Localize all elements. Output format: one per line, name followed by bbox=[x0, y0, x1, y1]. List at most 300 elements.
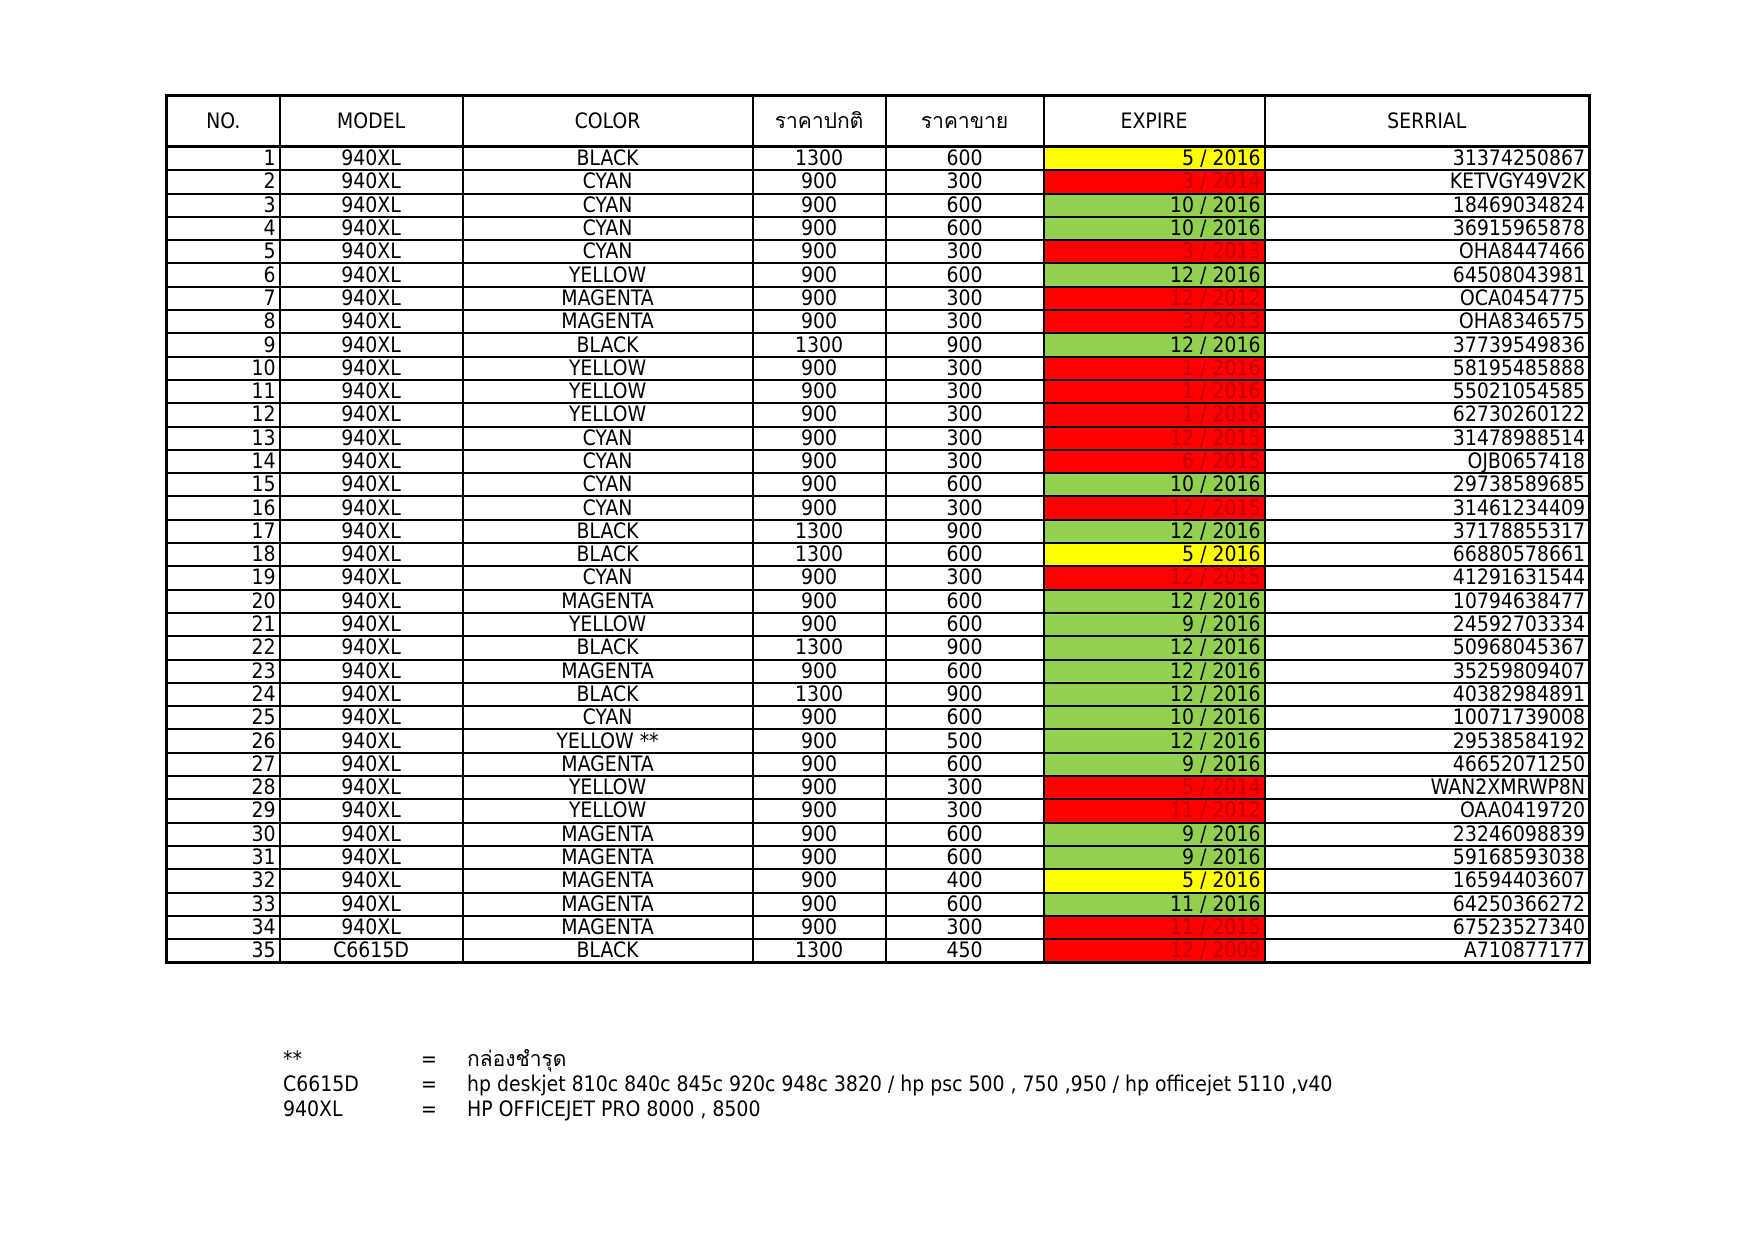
cell-color: BLACK bbox=[463, 333, 753, 356]
cell-no: 11 bbox=[167, 380, 280, 403]
table-row bbox=[167, 660, 1590, 683]
cell-color: CYAN bbox=[463, 473, 753, 496]
cell-model: 940XL bbox=[280, 333, 463, 356]
cell-model: 940XL bbox=[280, 869, 463, 892]
table-row bbox=[167, 729, 1590, 752]
cell-no: 21 bbox=[167, 613, 280, 636]
cell-no: 24 bbox=[167, 683, 280, 706]
cell-color: BLACK bbox=[463, 147, 753, 171]
cell-sale-price: 600 bbox=[886, 147, 1044, 171]
cell-no: 22 bbox=[167, 636, 280, 659]
cell-expire: 10 / 2016 bbox=[1044, 194, 1265, 217]
cell-no: 8 bbox=[167, 310, 280, 333]
note-value: HP OFFICEJET PRO 8000 , 8500 bbox=[467, 1097, 761, 1121]
cell-serial: 18469034824 bbox=[1265, 194, 1590, 217]
note-eq: = bbox=[421, 1072, 437, 1096]
note-key: C6615D bbox=[283, 1072, 359, 1096]
table-row bbox=[167, 240, 1590, 263]
cell-model: 940XL bbox=[280, 263, 463, 286]
ink-cartridge-table bbox=[165, 94, 1591, 964]
cell-color: MAGENTA bbox=[463, 869, 753, 892]
cell-expire: 5 / 2014 bbox=[1044, 776, 1265, 799]
cell-no: 7 bbox=[167, 287, 280, 310]
table-row bbox=[167, 590, 1590, 613]
cell-serial: 24592703334 bbox=[1265, 613, 1590, 636]
cell-no: 18 bbox=[167, 543, 280, 566]
cell-color: YELLOW bbox=[463, 357, 753, 380]
header-no: NO. bbox=[167, 96, 280, 147]
cell-no: 10 bbox=[167, 357, 280, 380]
cell-serial: 58195485888 bbox=[1265, 357, 1590, 380]
cell-model: 940XL bbox=[280, 893, 463, 916]
cell-expire: 3 / 2013 bbox=[1044, 240, 1265, 263]
cell-model: 940XL bbox=[280, 543, 463, 566]
cell-regular-price: 900 bbox=[753, 240, 886, 263]
note-eq: = bbox=[421, 1097, 437, 1121]
cell-sale-price: 450 bbox=[886, 939, 1044, 963]
table-row bbox=[167, 450, 1590, 473]
cell-regular-price: 900 bbox=[753, 170, 886, 193]
cell-sale-price: 600 bbox=[886, 263, 1044, 286]
table-row bbox=[167, 473, 1590, 496]
cell-model: 940XL bbox=[280, 753, 463, 776]
cell-expire: 12 / 2016 bbox=[1044, 636, 1265, 659]
cell-color: YELLOW bbox=[463, 403, 753, 426]
cell-model: 940XL bbox=[280, 403, 463, 426]
cell-no: 19 bbox=[167, 566, 280, 589]
legend-notes bbox=[283, 1047, 1332, 1122]
cell-regular-price: 1300 bbox=[753, 147, 886, 171]
cell-color: MAGENTA bbox=[463, 893, 753, 916]
table-row bbox=[167, 753, 1590, 776]
cell-model: 940XL bbox=[280, 613, 463, 636]
cell-color: BLACK bbox=[463, 520, 753, 543]
cell-serial: OCA0454775 bbox=[1265, 287, 1590, 310]
cell-sale-price: 300 bbox=[886, 403, 1044, 426]
table-row bbox=[167, 823, 1590, 846]
note-row bbox=[283, 1072, 1332, 1097]
cell-serial: 29538584192 bbox=[1265, 729, 1590, 752]
table-body bbox=[167, 147, 1590, 963]
cell-model: 940XL bbox=[280, 729, 463, 752]
cell-regular-price: 900 bbox=[753, 287, 886, 310]
table-row bbox=[167, 869, 1590, 892]
cell-expire: 9 / 2016 bbox=[1044, 846, 1265, 869]
cell-sale-price: 600 bbox=[886, 706, 1044, 729]
cell-color: YELLOW bbox=[463, 799, 753, 822]
cell-sale-price: 300 bbox=[886, 380, 1044, 403]
table-row bbox=[167, 566, 1590, 589]
cell-expire: 5 / 2016 bbox=[1044, 869, 1265, 892]
cell-sale-price: 600 bbox=[886, 543, 1044, 566]
header-row bbox=[167, 96, 1590, 147]
cell-no: 29 bbox=[167, 799, 280, 822]
cell-model: 940XL bbox=[280, 776, 463, 799]
cell-color: MAGENTA bbox=[463, 846, 753, 869]
header-regular-price: ราคาปกติ bbox=[753, 96, 886, 147]
cell-no: 5 bbox=[167, 240, 280, 263]
cell-serial: 66880578661 bbox=[1265, 543, 1590, 566]
cell-regular-price: 1300 bbox=[753, 939, 886, 963]
table-row bbox=[167, 263, 1590, 286]
table-row bbox=[167, 287, 1590, 310]
note-value: hp deskjet 810c 840c 845c 920c 948c 3820 / hp psc 500 , 750 ,950 / hp officejet 5110 ,v40 bbox=[467, 1072, 1333, 1096]
cell-color: MAGENTA bbox=[463, 287, 753, 310]
cell-sale-price: 600 bbox=[886, 613, 1044, 636]
note-key: 940XL bbox=[283, 1097, 343, 1121]
cell-expire: 1 / 2016 bbox=[1044, 403, 1265, 426]
cell-sale-price: 600 bbox=[886, 194, 1044, 217]
cell-color: YELLOW bbox=[463, 380, 753, 403]
cell-expire: 12 / 2016 bbox=[1044, 683, 1265, 706]
cell-regular-price: 1300 bbox=[753, 543, 886, 566]
cell-sale-price: 600 bbox=[886, 217, 1044, 240]
cell-sale-price: 300 bbox=[886, 310, 1044, 333]
cell-no: 27 bbox=[167, 753, 280, 776]
cell-regular-price: 900 bbox=[753, 496, 886, 519]
cell-serial: 67523527340 bbox=[1265, 916, 1590, 939]
cell-model: 940XL bbox=[280, 520, 463, 543]
cell-color: CYAN bbox=[463, 706, 753, 729]
cell-serial: 37739549836 bbox=[1265, 333, 1590, 356]
cell-color: MAGENTA bbox=[463, 753, 753, 776]
cell-regular-price: 900 bbox=[753, 706, 886, 729]
note-eq: = bbox=[421, 1047, 437, 1071]
table-row bbox=[167, 333, 1590, 356]
note-row bbox=[283, 1097, 1332, 1122]
cell-no: 16 bbox=[167, 496, 280, 519]
table-row bbox=[167, 520, 1590, 543]
cell-regular-price: 900 bbox=[753, 799, 886, 822]
cell-color: CYAN bbox=[463, 240, 753, 263]
cell-sale-price: 300 bbox=[886, 566, 1044, 589]
cell-serial: KETVGY49V2K bbox=[1265, 170, 1590, 193]
cell-sale-price: 300 bbox=[886, 240, 1044, 263]
cell-expire: 12 / 2015 bbox=[1044, 566, 1265, 589]
cell-sale-price: 300 bbox=[886, 357, 1044, 380]
cell-regular-price: 900 bbox=[753, 869, 886, 892]
table-row bbox=[167, 636, 1590, 659]
cell-expire: 12 / 2009 bbox=[1044, 939, 1265, 963]
cell-model: 940XL bbox=[280, 194, 463, 217]
cell-no: 28 bbox=[167, 776, 280, 799]
cell-model: 940XL bbox=[280, 916, 463, 939]
cell-model: 940XL bbox=[280, 473, 463, 496]
cell-model: 940XL bbox=[280, 450, 463, 473]
table-row bbox=[167, 613, 1590, 636]
table-row bbox=[167, 706, 1590, 729]
table-row bbox=[167, 939, 1590, 963]
cell-regular-price: 900 bbox=[753, 660, 886, 683]
cell-model: 940XL bbox=[280, 147, 463, 171]
cell-expire: 12 / 2012 bbox=[1044, 287, 1265, 310]
cell-expire: 3 / 2013 bbox=[1044, 310, 1265, 333]
cell-regular-price: 900 bbox=[753, 450, 886, 473]
cell-regular-price: 900 bbox=[753, 194, 886, 217]
header-serial: SERRIAL bbox=[1265, 96, 1590, 147]
table-row bbox=[167, 846, 1590, 869]
cell-no: 13 bbox=[167, 427, 280, 450]
cell-expire: 9 / 2016 bbox=[1044, 823, 1265, 846]
cell-serial: 41291631544 bbox=[1265, 566, 1590, 589]
cell-expire: 12 / 2016 bbox=[1044, 729, 1265, 752]
cell-no: 31 bbox=[167, 846, 280, 869]
table-row bbox=[167, 147, 1590, 171]
table-row bbox=[167, 496, 1590, 519]
header-expire: EXPIRE bbox=[1044, 96, 1265, 147]
cell-serial: 10794638477 bbox=[1265, 590, 1590, 613]
cell-sale-price: 300 bbox=[886, 776, 1044, 799]
cell-regular-price: 1300 bbox=[753, 636, 886, 659]
table-row bbox=[167, 427, 1590, 450]
cell-regular-price: 900 bbox=[753, 729, 886, 752]
table-row bbox=[167, 357, 1590, 380]
cell-regular-price: 900 bbox=[753, 893, 886, 916]
cell-model: 940XL bbox=[280, 217, 463, 240]
cell-regular-price: 1300 bbox=[753, 683, 886, 706]
cell-serial: A710877177 bbox=[1265, 939, 1590, 963]
cell-serial: 10071739008 bbox=[1265, 706, 1590, 729]
cell-model: 940XL bbox=[280, 566, 463, 589]
cell-color: CYAN bbox=[463, 450, 753, 473]
cell-no: 30 bbox=[167, 823, 280, 846]
cell-expire: 11 / 2015 bbox=[1044, 916, 1265, 939]
cell-sale-price: 600 bbox=[886, 590, 1044, 613]
cell-sale-price: 900 bbox=[886, 333, 1044, 356]
cell-no: 26 bbox=[167, 729, 280, 752]
cell-sale-price: 400 bbox=[886, 869, 1044, 892]
cell-serial: OJB0657418 bbox=[1265, 450, 1590, 473]
cell-no: 23 bbox=[167, 660, 280, 683]
cell-model: C6615D bbox=[280, 939, 463, 963]
cell-no: 6 bbox=[167, 263, 280, 286]
table-row bbox=[167, 403, 1590, 426]
cell-expire: 12 / 2016 bbox=[1044, 660, 1265, 683]
cell-color: BLACK bbox=[463, 683, 753, 706]
cell-color: CYAN bbox=[463, 194, 753, 217]
cell-color: BLACK bbox=[463, 543, 753, 566]
cell-regular-price: 900 bbox=[753, 846, 886, 869]
cell-serial: 31374250867 bbox=[1265, 147, 1590, 171]
cell-sale-price: 900 bbox=[886, 683, 1044, 706]
cell-model: 940XL bbox=[280, 310, 463, 333]
table-row bbox=[167, 170, 1590, 193]
cell-expire: 12 / 2015 bbox=[1044, 427, 1265, 450]
cell-sale-price: 300 bbox=[886, 799, 1044, 822]
cell-serial: 62730260122 bbox=[1265, 403, 1590, 426]
cell-serial: 23246098839 bbox=[1265, 823, 1590, 846]
cell-regular-price: 1300 bbox=[753, 520, 886, 543]
cell-regular-price: 900 bbox=[753, 427, 886, 450]
cell-sale-price: 300 bbox=[886, 170, 1044, 193]
cell-serial: 36915965878 bbox=[1265, 217, 1590, 240]
cell-serial: 64508043981 bbox=[1265, 263, 1590, 286]
cell-no: 32 bbox=[167, 869, 280, 892]
table-row bbox=[167, 916, 1590, 939]
cell-model: 940XL bbox=[280, 496, 463, 519]
cell-no: 12 bbox=[167, 403, 280, 426]
table-row bbox=[167, 543, 1590, 566]
cell-sale-price: 600 bbox=[886, 753, 1044, 776]
cell-regular-price: 900 bbox=[753, 380, 886, 403]
cell-color: MAGENTA bbox=[463, 310, 753, 333]
table-row bbox=[167, 310, 1590, 333]
cell-color: MAGENTA bbox=[463, 660, 753, 683]
cell-color: YELLOW bbox=[463, 263, 753, 286]
cell-model: 940XL bbox=[280, 380, 463, 403]
cell-no: 35 bbox=[167, 939, 280, 963]
cell-serial: 16594403607 bbox=[1265, 869, 1590, 892]
cell-no: 2 bbox=[167, 170, 280, 193]
cell-sale-price: 300 bbox=[886, 287, 1044, 310]
cell-expire: 11 / 2012 bbox=[1044, 799, 1265, 822]
cell-model: 940XL bbox=[280, 170, 463, 193]
cell-expire: 10 / 2016 bbox=[1044, 217, 1265, 240]
cell-model: 940XL bbox=[280, 240, 463, 263]
cell-expire: 10 / 2016 bbox=[1044, 706, 1265, 729]
cell-sale-price: 300 bbox=[886, 916, 1044, 939]
cell-sale-price: 600 bbox=[886, 846, 1044, 869]
cell-serial: 35259809407 bbox=[1265, 660, 1590, 683]
cell-color: CYAN bbox=[463, 566, 753, 589]
cell-no: 17 bbox=[167, 520, 280, 543]
header-color: COLOR bbox=[463, 96, 753, 147]
cell-expire: 12 / 2016 bbox=[1044, 520, 1265, 543]
cell-color: CYAN bbox=[463, 217, 753, 240]
cell-no: 25 bbox=[167, 706, 280, 729]
cell-model: 940XL bbox=[280, 846, 463, 869]
cell-model: 940XL bbox=[280, 660, 463, 683]
table-row bbox=[167, 893, 1590, 916]
cell-expire: 12 / 2016 bbox=[1044, 590, 1265, 613]
cell-serial: 64250366272 bbox=[1265, 893, 1590, 916]
table-row bbox=[167, 380, 1590, 403]
cell-no: 15 bbox=[167, 473, 280, 496]
cell-expire: 5 / 2016 bbox=[1044, 147, 1265, 171]
table-row bbox=[167, 683, 1590, 706]
cell-serial: 59168593038 bbox=[1265, 846, 1590, 869]
cell-expire: 1 / 2016 bbox=[1044, 380, 1265, 403]
cell-model: 940XL bbox=[280, 823, 463, 846]
cell-sale-price: 300 bbox=[886, 427, 1044, 450]
cell-model: 940XL bbox=[280, 427, 463, 450]
cell-color: MAGENTA bbox=[463, 916, 753, 939]
cell-sale-price: 600 bbox=[886, 823, 1044, 846]
cell-no: 1 bbox=[167, 147, 280, 171]
cell-serial: 50968045367 bbox=[1265, 636, 1590, 659]
cell-regular-price: 900 bbox=[753, 823, 886, 846]
cell-serial: 40382984891 bbox=[1265, 683, 1590, 706]
cell-expire: 9 / 2016 bbox=[1044, 613, 1265, 636]
cell-regular-price: 900 bbox=[753, 263, 886, 286]
cell-model: 940XL bbox=[280, 799, 463, 822]
table-row bbox=[167, 799, 1590, 822]
cell-sale-price: 600 bbox=[886, 660, 1044, 683]
cell-expire: 3 / 2014 bbox=[1044, 170, 1265, 193]
cell-color: CYAN bbox=[463, 427, 753, 450]
header-sale-price: ราคาขาย bbox=[886, 96, 1044, 147]
cell-sale-price: 900 bbox=[886, 636, 1044, 659]
cell-no: 20 bbox=[167, 590, 280, 613]
cell-sale-price: 600 bbox=[886, 473, 1044, 496]
cell-serial: OHA8447466 bbox=[1265, 240, 1590, 263]
cell-expire: 12 / 2016 bbox=[1044, 333, 1265, 356]
cell-color: YELLOW ** bbox=[463, 729, 753, 752]
cell-regular-price: 900 bbox=[753, 217, 886, 240]
cell-color: BLACK bbox=[463, 939, 753, 963]
cell-no: 9 bbox=[167, 333, 280, 356]
cell-model: 940XL bbox=[280, 636, 463, 659]
table-row bbox=[167, 217, 1590, 240]
cell-regular-price: 1300 bbox=[753, 333, 886, 356]
cell-model: 940XL bbox=[280, 357, 463, 380]
cell-model: 940XL bbox=[280, 683, 463, 706]
cell-regular-price: 900 bbox=[753, 566, 886, 589]
cell-regular-price: 900 bbox=[753, 473, 886, 496]
cell-sale-price: 500 bbox=[886, 729, 1044, 752]
cell-no: 4 bbox=[167, 217, 280, 240]
cell-sale-price: 600 bbox=[886, 893, 1044, 916]
cell-serial: OHA8346575 bbox=[1265, 310, 1590, 333]
cell-color: MAGENTA bbox=[463, 823, 753, 846]
table-row bbox=[167, 776, 1590, 799]
cell-no: 34 bbox=[167, 916, 280, 939]
cell-regular-price: 900 bbox=[753, 776, 886, 799]
cell-expire: 11 / 2016 bbox=[1044, 893, 1265, 916]
table-row bbox=[167, 194, 1590, 217]
cell-color: MAGENTA bbox=[463, 590, 753, 613]
cell-expire: 12 / 2016 bbox=[1044, 263, 1265, 286]
cell-no: 3 bbox=[167, 194, 280, 217]
cell-color: CYAN bbox=[463, 170, 753, 193]
cell-expire: 6 / 2015 bbox=[1044, 450, 1265, 473]
cell-no: 14 bbox=[167, 450, 280, 473]
cell-expire: 9 / 2016 bbox=[1044, 753, 1265, 776]
cell-regular-price: 900 bbox=[753, 916, 886, 939]
note-value: กล่องชำรุด bbox=[467, 1047, 567, 1071]
cell-serial: 46652071250 bbox=[1265, 753, 1590, 776]
cell-regular-price: 900 bbox=[753, 753, 886, 776]
header-model: MODEL bbox=[280, 96, 463, 147]
cell-regular-price: 900 bbox=[753, 310, 886, 333]
cell-expire: 12 / 2015 bbox=[1044, 496, 1265, 519]
cell-regular-price: 900 bbox=[753, 590, 886, 613]
note-key: ** bbox=[283, 1047, 302, 1071]
cell-model: 940XL bbox=[280, 590, 463, 613]
cell-serial: 37178855317 bbox=[1265, 520, 1590, 543]
cell-sale-price: 900 bbox=[886, 520, 1044, 543]
cell-sale-price: 300 bbox=[886, 450, 1044, 473]
cell-serial: OAA0419720 bbox=[1265, 799, 1590, 822]
cell-expire: 10 / 2016 bbox=[1044, 473, 1265, 496]
cell-expire: 1 / 2016 bbox=[1044, 357, 1265, 380]
cell-regular-price: 900 bbox=[753, 403, 886, 426]
cell-serial: WAN2XMRWP8N bbox=[1265, 776, 1590, 799]
cell-serial: 55021054585 bbox=[1265, 380, 1590, 403]
note-row bbox=[283, 1047, 1332, 1072]
cell-color: CYAN bbox=[463, 496, 753, 519]
cell-model: 940XL bbox=[280, 287, 463, 310]
cell-color: YELLOW bbox=[463, 776, 753, 799]
cell-model: 940XL bbox=[280, 706, 463, 729]
cell-regular-price: 900 bbox=[753, 613, 886, 636]
cell-sale-price: 300 bbox=[886, 496, 1044, 519]
cell-serial: 29738589685 bbox=[1265, 473, 1590, 496]
cell-serial: 31478988514 bbox=[1265, 427, 1590, 450]
cell-expire: 5 / 2016 bbox=[1044, 543, 1265, 566]
cell-serial: 31461234409 bbox=[1265, 496, 1590, 519]
cell-color: BLACK bbox=[463, 636, 753, 659]
